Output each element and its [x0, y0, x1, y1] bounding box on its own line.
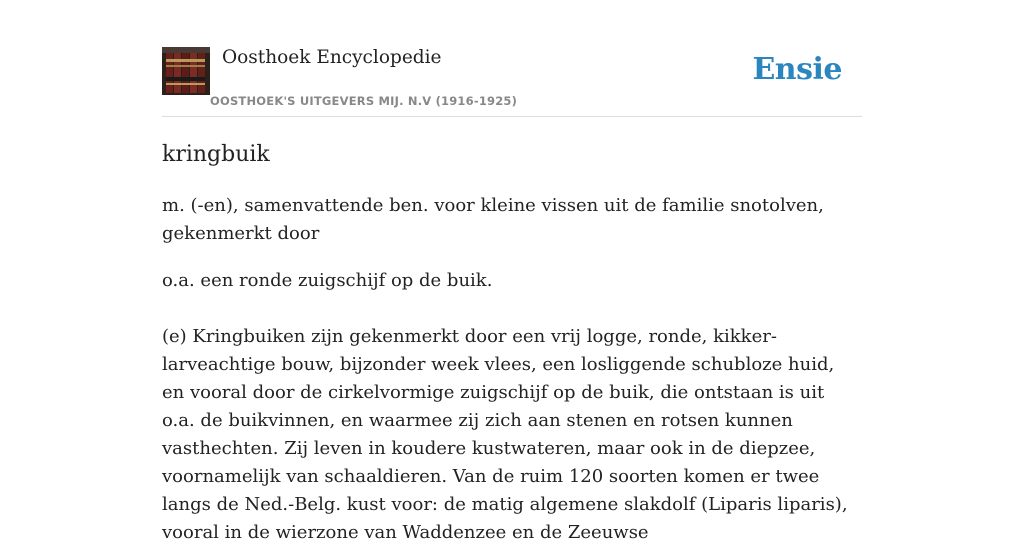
entry-paragraph: (e) Kringbuiken zijn gekenmerkt door een vrij logge, ronde, kikker-larveachtige bouw, bijzonder week vlees, een losliggende schubloze huid, en vooral door de cirkelvormige zuigschijf op de buik, die ontstaan is uit o.a. de buikvinnen, en waarmee zij zich aan stenen en rotsen kunnen vasthechten. Zij leven in koudere kustwateren, maar ook in de diepzee, voornamelijk van schaaldieren. Van de ruim 120 soorten komen er twee langs de Ned.-Belg. kust voor: de matig algemene slakdolf (Liparis liparis), vooral in de wierzone van Waddenzee en de Zeeuwse	[162, 326, 848, 543]
entry-paragraph: o.a. een ronde zuigschijf op de buik.	[162, 270, 493, 291]
entry-title: kringbuik	[162, 142, 270, 167]
source-subtitle: OOSTHOEK'S UITGEVERS MIJ. N.V (1916-1925)	[210, 94, 518, 108]
entry-content	[162, 192, 862, 547]
source-title[interactable]: Oosthoek Encyclopedie	[222, 47, 442, 68]
source-header	[162, 46, 862, 117]
book-spines-icon[interactable]	[162, 47, 210, 95]
brand-logo[interactable]: Ensie	[752, 52, 842, 87]
entry-paragraph: m. (-en), samenvattende ben. voor kleine vissen uit de familie snotolven, gekenmerkt door	[162, 195, 824, 244]
